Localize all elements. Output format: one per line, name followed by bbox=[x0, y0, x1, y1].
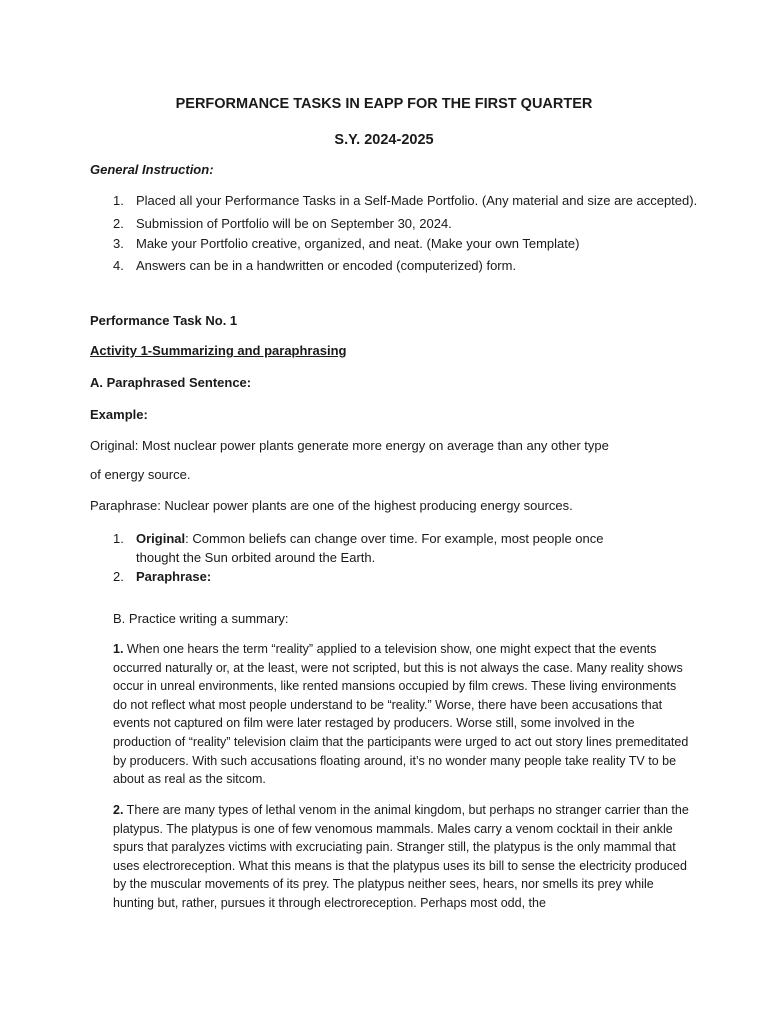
instruction-number: 4. bbox=[113, 258, 124, 273]
item-original-label: Original bbox=[136, 531, 186, 546]
item-paraphrase-label: Paraphrase: bbox=[136, 569, 212, 584]
instruction-number: 3. bbox=[113, 236, 124, 251]
item-number: 2. bbox=[113, 569, 124, 584]
paragraph-number: 1. bbox=[113, 642, 124, 656]
paragraph-number: 2. bbox=[113, 803, 124, 817]
example-paraphrase: Paraphrase: Nuclear power plants are one of the highest producing energy sources. bbox=[90, 498, 573, 513]
example-original-line-2: of energy source. bbox=[90, 467, 191, 482]
item-original bbox=[136, 531, 604, 546]
instruction-number: 1. bbox=[113, 193, 124, 208]
section-a-heading: A. Paraphrased Sentence: bbox=[90, 375, 252, 390]
item-original-text-line-2: thought the Sun orbited around the Earth. bbox=[136, 550, 376, 565]
item-original-text: : Common beliefs can change over time. For example, most people once bbox=[185, 531, 604, 546]
example-label: Example: bbox=[90, 407, 148, 422]
item-number: 1. bbox=[113, 531, 124, 546]
paragraph-text: There are many types of lethal venom in the animal kingdom, but perhaps no stranger carrier than the platypus. The platypus is one of few venomous mammals. Males carry a venom cocktail in their ankle spurs that paralyzes victims with excruciating pain. Stranger still, the platypus is the only mammal that uses electroreception. What this means is that the platypus uses its bill to sense the electricity produced by the muscular movements of its prey. The platypus neither sees, hears, nor smells its prey while hunting but, rather, pursues it through electroreception. Perhaps most odd, the bbox=[113, 803, 689, 910]
summary-paragraph-2 bbox=[113, 801, 693, 913]
general-instruction-heading: General Instruction: bbox=[90, 162, 214, 177]
instruction-item: Make your Portfolio creative, organized, and neat. (Make your own Template) bbox=[136, 236, 580, 251]
instruction-item: Submission of Portfolio will be on September 30, 2024. bbox=[136, 216, 452, 231]
instruction-number: 2. bbox=[113, 216, 124, 231]
summary-paragraph-1 bbox=[113, 640, 693, 789]
task-heading: Performance Task No. 1 bbox=[90, 313, 238, 328]
paragraph-text: When one hears the term “reality” applied to a television show, one might expect that the events occurred naturally or, at the least, were not scripted, but this is not always the case. Many reality shows occur in unreal environments, like rented mansions occupied by film crews. These living environments do not reflect what most people understand to be “reality.” Worse, there have been accusations that events not captured on film were later restaged by producers. Worse still, some involved in the production of “reality” television claim that the participants were urged to act out story lines premeditated by producers. With such accusations floating around, it’s no wonder many people take reality TV to be about as real as the sitcom. bbox=[113, 642, 689, 787]
example-original-line-1: Original: Most nuclear power plants generate more energy on average than any other type bbox=[90, 438, 609, 453]
school-year: S.Y. 2024-2025 bbox=[334, 132, 434, 148]
activity-title: Activity 1-Summarizing and paraphrasing bbox=[90, 343, 347, 358]
instruction-item: Placed all your Performance Tasks in a Self-Made Portfolio. (Any material and size are accepted). bbox=[136, 193, 698, 208]
instruction-item: Answers can be in a handwritten or encoded (computerized) form. bbox=[136, 258, 517, 273]
page-title: PERFORMANCE TASKS IN EAPP FOR THE FIRST QUARTER bbox=[175, 96, 593, 112]
section-b-heading: B. Practice writing a summary: bbox=[113, 611, 289, 626]
